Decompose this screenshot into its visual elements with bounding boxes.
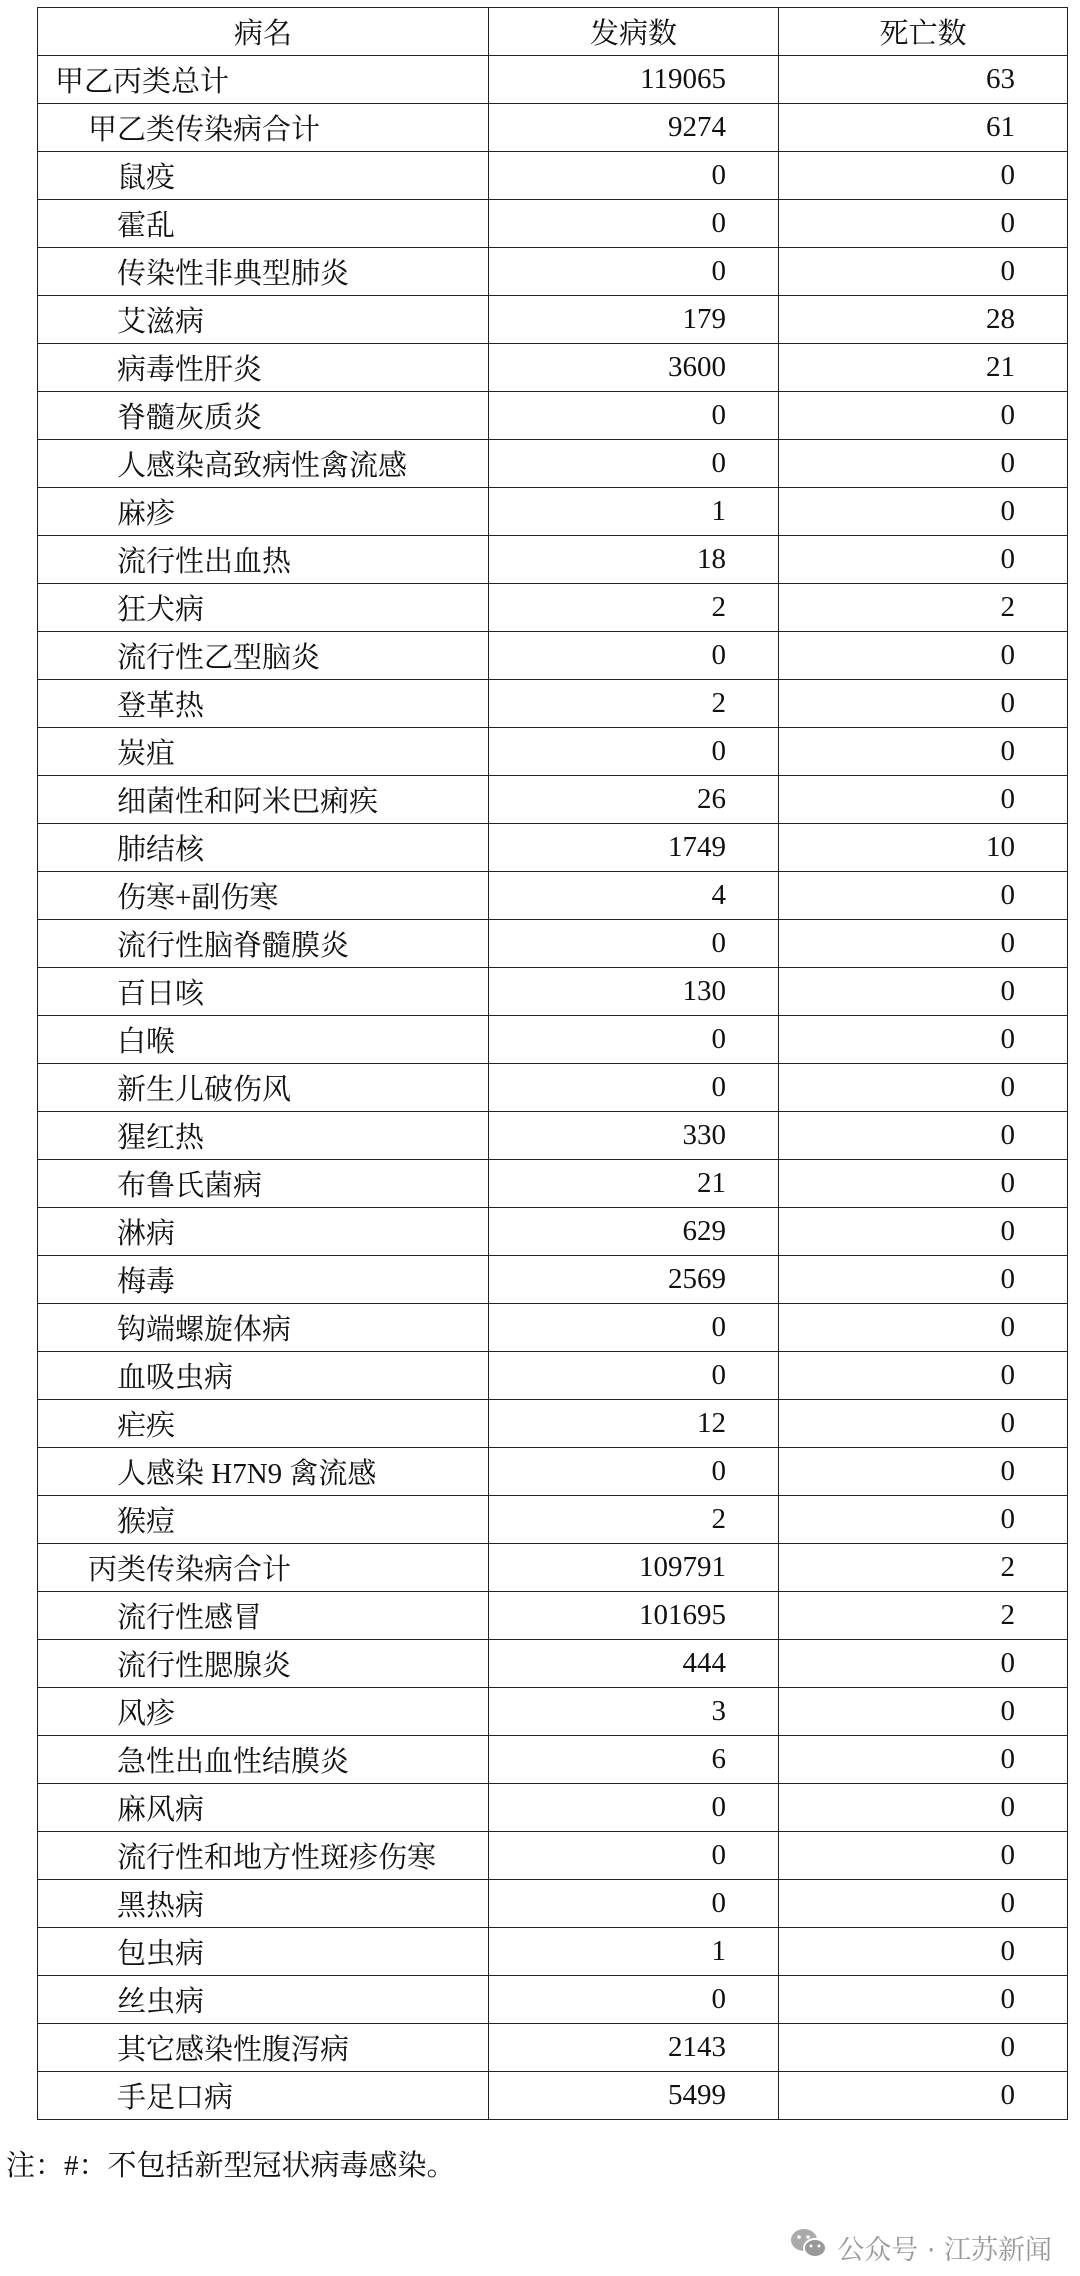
cases-cell: 2: [489, 680, 779, 728]
disease-name-cell: 流行性感冒: [38, 1592, 489, 1640]
deaths-cell: 0: [779, 1016, 1068, 1064]
deaths-cell: 2: [779, 1592, 1068, 1640]
disease-name-cell: 黑热病: [38, 1880, 489, 1928]
disease-name-cell: 麻疹: [38, 488, 489, 536]
disease-name-cell: 疟疾: [38, 1400, 489, 1448]
deaths-cell: 0: [779, 1304, 1068, 1352]
deaths-cell: 63: [779, 56, 1068, 104]
table-row: [38, 1112, 1068, 1160]
disease-name-cell: 霍乱: [38, 200, 489, 248]
cases-cell: 0: [489, 920, 779, 968]
table-row: [38, 344, 1068, 392]
deaths-cell: 0: [779, 872, 1068, 920]
disease-name-cell: 钩端螺旋体病: [38, 1304, 489, 1352]
cases-cell: 101695: [489, 1592, 779, 1640]
table-row: [38, 1160, 1068, 1208]
table-row: [38, 776, 1068, 824]
deaths-cell: 0: [779, 152, 1068, 200]
disease-name-cell: 人感染高致病性禽流感: [38, 440, 489, 488]
table-row: [38, 1976, 1068, 2024]
deaths-cell: 21: [779, 344, 1068, 392]
deaths-cell: 10: [779, 824, 1068, 872]
cases-cell: 0: [489, 632, 779, 680]
disease-name-cell: 猴痘: [38, 1496, 489, 1544]
disease-name-cell: 丙类传染病合计: [38, 1544, 489, 1592]
disease-table: [37, 7, 1068, 2120]
disease-name-cell: 风疹: [38, 1688, 489, 1736]
cases-cell: 0: [489, 1448, 779, 1496]
deaths-cell: 0: [779, 632, 1068, 680]
footnote: 注：#：不包括新型冠状病毒感染。: [6, 2150, 456, 2182]
cases-cell: 3600: [489, 344, 779, 392]
cases-cell: 26: [489, 776, 779, 824]
header-deaths: 死亡数: [779, 8, 1068, 56]
cases-cell: 0: [489, 728, 779, 776]
deaths-cell: 0: [779, 1688, 1068, 1736]
disease-name-cell: 猩红热: [38, 1112, 489, 1160]
table-row: [38, 1688, 1068, 1736]
disease-name-cell: 艾滋病: [38, 296, 489, 344]
cases-cell: 0: [489, 248, 779, 296]
disease-name-cell: 梅毒: [38, 1256, 489, 1304]
disease-name-cell: 包虫病: [38, 1928, 489, 1976]
deaths-cell: 61: [779, 104, 1068, 152]
cases-cell: 2: [489, 584, 779, 632]
disease-name-cell: 流行性脑脊髓膜炎: [38, 920, 489, 968]
disease-name-cell: 麻风病: [38, 1784, 489, 1832]
deaths-cell: 0: [779, 776, 1068, 824]
cases-cell: 1: [489, 488, 779, 536]
deaths-cell: 0: [779, 680, 1068, 728]
cases-cell: 109791: [489, 1544, 779, 1592]
disease-name-cell: 甲乙类传染病合计: [38, 104, 489, 152]
table-row: [38, 1352, 1068, 1400]
cases-cell: 0: [489, 1880, 779, 1928]
table-row: [38, 1400, 1068, 1448]
cases-cell: 12: [489, 1400, 779, 1448]
table-row: [38, 1736, 1068, 1784]
cases-cell: 0: [489, 1016, 779, 1064]
cases-cell: 0: [489, 1352, 779, 1400]
deaths-cell: 0: [779, 2072, 1068, 2120]
table-row: [38, 200, 1068, 248]
disease-name-cell: 新生儿破伤风: [38, 1064, 489, 1112]
table-row: [38, 296, 1068, 344]
table-row: [38, 248, 1068, 296]
table-row: [38, 920, 1068, 968]
watermark: [789, 2226, 1052, 2269]
table-row: [38, 392, 1068, 440]
disease-name-cell: 急性出血性结膜炎: [38, 1736, 489, 1784]
header-cases: 发病数: [489, 8, 779, 56]
disease-name-cell: 脊髓灰质炎: [38, 392, 489, 440]
deaths-cell: 0: [779, 1208, 1068, 1256]
cases-cell: 2569: [489, 1256, 779, 1304]
cases-cell: 330: [489, 1112, 779, 1160]
cases-cell: 6: [489, 1736, 779, 1784]
cases-cell: 1: [489, 1928, 779, 1976]
deaths-cell: 0: [779, 1640, 1068, 1688]
cases-cell: 119065: [489, 56, 779, 104]
deaths-cell: 0: [779, 488, 1068, 536]
disease-name-cell: 手足口病: [38, 2072, 489, 2120]
disease-name-cell: 流行性和地方性斑疹伤寒: [38, 1832, 489, 1880]
cases-cell: 0: [489, 392, 779, 440]
disease-name-cell: 其它感染性腹泻病: [38, 2024, 489, 2072]
table-row: [38, 2024, 1068, 2072]
disease-name-cell: 狂犬病: [38, 584, 489, 632]
deaths-cell: 0: [779, 1112, 1068, 1160]
deaths-cell: 0: [779, 1256, 1068, 1304]
disease-name-cell: 病毒性肝炎: [38, 344, 489, 392]
deaths-cell: 0: [779, 1928, 1068, 1976]
cases-cell: 130: [489, 968, 779, 1016]
disease-name-cell: 肺结核: [38, 824, 489, 872]
deaths-cell: 0: [779, 200, 1068, 248]
deaths-cell: 0: [779, 2024, 1068, 2072]
table-row: [38, 1928, 1068, 1976]
disease-name-cell: 丝虫病: [38, 1976, 489, 2024]
deaths-cell: 0: [779, 728, 1068, 776]
table-row: [38, 1880, 1068, 1928]
table-row: [38, 680, 1068, 728]
deaths-cell: 0: [779, 1784, 1068, 1832]
deaths-cell: 2: [779, 1544, 1068, 1592]
table-row: [38, 728, 1068, 776]
cases-cell: 3: [489, 1688, 779, 1736]
table-row: [38, 1016, 1068, 1064]
deaths-cell: 0: [779, 440, 1068, 488]
table-row: [38, 1544, 1068, 1592]
table-row: [38, 1208, 1068, 1256]
cases-cell: 0: [489, 440, 779, 488]
header-disease-name: 病名: [38, 8, 489, 56]
cases-cell: 444: [489, 1640, 779, 1688]
cases-cell: 21: [489, 1160, 779, 1208]
disease-name-cell: 流行性出血热: [38, 536, 489, 584]
deaths-cell: 0: [779, 1448, 1068, 1496]
disease-name-cell: 白喉: [38, 1016, 489, 1064]
deaths-cell: 0: [779, 536, 1068, 584]
table-row: [38, 1064, 1068, 1112]
deaths-cell: 0: [779, 1832, 1068, 1880]
table-row: [38, 440, 1068, 488]
disease-name-cell: 百日咳: [38, 968, 489, 1016]
table-row: [38, 104, 1068, 152]
table-row: [38, 968, 1068, 1016]
cases-cell: 2: [489, 1496, 779, 1544]
cases-cell: 0: [489, 200, 779, 248]
table-header-row: [38, 8, 1068, 56]
deaths-cell: 0: [779, 1160, 1068, 1208]
table-row: [38, 632, 1068, 680]
table-row: [38, 152, 1068, 200]
deaths-cell: 0: [779, 1880, 1068, 1928]
cases-cell: 5499: [489, 2072, 779, 2120]
table-row: [38, 1592, 1068, 1640]
disease-name-cell: 人感染 H7N9 禽流感: [38, 1448, 489, 1496]
table-row: [38, 584, 1068, 632]
table-row: [38, 1256, 1068, 1304]
table-row: [38, 1448, 1068, 1496]
cases-cell: 0: [489, 1784, 779, 1832]
cases-cell: 4: [489, 872, 779, 920]
table-row: [38, 536, 1068, 584]
deaths-cell: 0: [779, 1400, 1068, 1448]
disease-name-cell: 甲乙丙类总计: [38, 56, 489, 104]
table-row: [38, 56, 1068, 104]
deaths-cell: 0: [779, 968, 1068, 1016]
disease-name-cell: 流行性乙型脑炎: [38, 632, 489, 680]
deaths-cell: 2: [779, 584, 1068, 632]
table-row: [38, 488, 1068, 536]
table-row: [38, 1304, 1068, 1352]
watermark-text: 公众号 · 江苏新闻: [837, 2235, 1052, 2266]
table-row: [38, 2072, 1068, 2120]
cases-cell: 0: [489, 1976, 779, 2024]
cases-cell: 0: [489, 1304, 779, 1352]
deaths-cell: 0: [779, 920, 1068, 968]
table-row: [38, 1640, 1068, 1688]
table-row: [38, 1784, 1068, 1832]
disease-name-cell: 炭疽: [38, 728, 489, 776]
deaths-cell: 0: [779, 1064, 1068, 1112]
table-row: [38, 872, 1068, 920]
disease-name-cell: 淋病: [38, 1208, 489, 1256]
cases-cell: 0: [489, 1064, 779, 1112]
cases-cell: 1749: [489, 824, 779, 872]
deaths-cell: 0: [779, 392, 1068, 440]
deaths-cell: 0: [779, 1496, 1068, 1544]
cases-cell: 629: [489, 1208, 779, 1256]
disease-name-cell: 鼠疫: [38, 152, 489, 200]
disease-name-cell: 传染性非典型肺炎: [38, 248, 489, 296]
cases-cell: 179: [489, 296, 779, 344]
deaths-cell: 0: [779, 1352, 1068, 1400]
cases-cell: 0: [489, 152, 779, 200]
disease-name-cell: 流行性腮腺炎: [38, 1640, 489, 1688]
cases-cell: 0: [489, 1832, 779, 1880]
deaths-cell: 0: [779, 248, 1068, 296]
disease-name-cell: 细菌性和阿米巴痢疾: [38, 776, 489, 824]
deaths-cell: 28: [779, 296, 1068, 344]
cases-cell: 2143: [489, 2024, 779, 2072]
table-row: [38, 1496, 1068, 1544]
cases-cell: 18: [489, 536, 779, 584]
table-row: [38, 1832, 1068, 1880]
wechat-icon: [789, 2226, 829, 2269]
table-row: [38, 824, 1068, 872]
disease-name-cell: 伤寒+副伤寒: [38, 872, 489, 920]
deaths-cell: 0: [779, 1976, 1068, 2024]
cases-cell: 9274: [489, 104, 779, 152]
disease-name-cell: 登革热: [38, 680, 489, 728]
disease-name-cell: 血吸虫病: [38, 1352, 489, 1400]
disease-name-cell: 布鲁氏菌病: [38, 1160, 489, 1208]
deaths-cell: 0: [779, 1736, 1068, 1784]
